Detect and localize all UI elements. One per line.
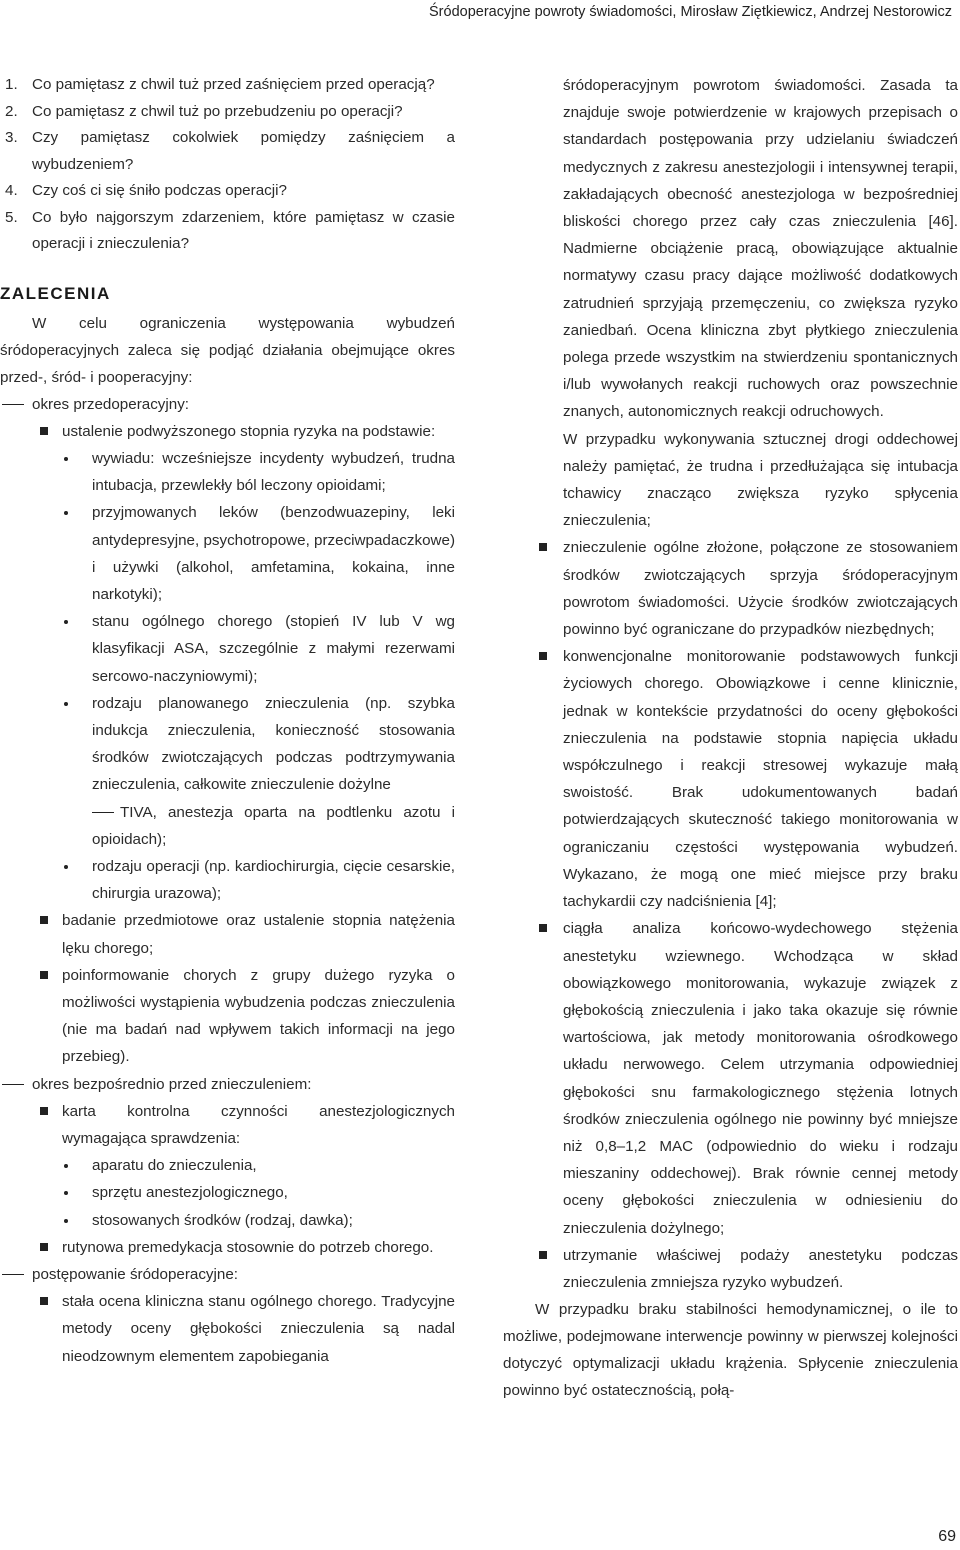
list-item-cont: TIVA, anestezja oparta na podtlenku azotu i opioidach);: [92, 803, 455, 848]
right-column: [503, 72, 958, 1404]
list-item: stała ocena kliniczna stanu ogólnego chorego. Tradycyjne metody oceny głębokości znieczulenia są nadal nieodzownym elementem zapobiegania: [0, 1288, 455, 1370]
closing-paragraph: W przypadku braku stabilności hemodynamicznej, o ile to możliwe, podejmowane interwencje powinny w pierwszej kolejności dotyczyć optymalizacji układu krążenia. Spłycenie znieczulenia powinno być ostatecznością, połą-: [503, 1301, 958, 1400]
section-heading: ZALECENIA: [0, 283, 111, 303]
list-item: ustalenie podwyższonego stopnia ryzyka na podstawie:: [0, 418, 455, 445]
list-item: 3. Czy pamiętasz cokolwiek pomiędzy zaśnięciem a wybudzeniem?: [5, 129, 455, 173]
list-item: znieczulenie ogólne złożone, połączone ze stosowaniem środków zwiotczających sprzyja śródoperacyjnym powrotom świadomości. Użycie środków zwiotczających powinno być ograniczane do przypadków niezbędnych;: [503, 534, 958, 643]
list-item: 4. Czy coś ci się śniło podczas operacji?: [5, 182, 287, 199]
list-item: utrzymanie właściwej podaży anestetyku podczas znieczulenia zmniejsza ryzyko wybudzeń.: [503, 1242, 958, 1296]
list-item: rodzaju operacji (np. kardiochirurgia, cięcie cesarskie, chirurgia urazowa);: [0, 853, 455, 907]
list-item: karta kontrolna czynności anestezjologicznych wymagająca sprawdzenia:: [0, 1098, 455, 1152]
list-item: 1. Co pamiętasz z chwil tuż przed zaśnięciem przed operacją?: [5, 76, 435, 93]
list-item: poinformowanie chorych z grupy dużego ryzyka o możliwości wystąpienia wybudzenia podczas znieczulenia (nie ma badań nad wpływem takich informacji na jego przebieg).: [0, 962, 455, 1071]
question-list: [0, 72, 455, 258]
list-item: stosowanych środków (rodzaj, dawka);: [0, 1207, 455, 1234]
period-pre: okres przedoperacyjny:: [0, 391, 455, 418]
intro-paragraph: W celu ograniczenia występowania wybudzeń śródoperacyjnych zaleca się podjąć działania obejmujące okres przed-, śród- i pooperacyjny:: [0, 314, 455, 386]
period-before: okres bezpośrednio przed znieczuleniem:: [0, 1071, 455, 1098]
list-item: stanu ogólnego chorego (stopień IV lub V wg klasyfikacji ASA, szczególnie z małymi rezerwami sercowo-naczyniowymi);: [0, 608, 455, 690]
list-item: wywiadu: wcześniejsze incydenty wybudzeń, trudna intubacja, przewlekły ból leczony opioidami;: [0, 445, 455, 499]
list-item: ciągła analiza końcowo-wydechowego stężenia anestetyku wziewnego. Wchodząca w skład obowiązkowego monitorowania, wykazuje związek z głębokością znieczulenia i jako taka okazuje się równie wartościowa, jak metody monitorowania ośrodkowego układu nerwowego. Celem utrzymania odpowiedniej głębokości snu farmakologicznego stężenia lotnych środków znieczulenia ogólnego nie powinny być mniejsze niż 0,8–1,2 MAC (odpowiednio do wieku i rodzaju mieszaniny oddechowej). Brak równie cennej metody oceny głębokości znieczulenia w odniesieniu do znieczulenia dożylnego;: [503, 915, 958, 1241]
page-number: 69: [938, 1528, 956, 1545]
list-item: 2. Co pamiętasz z chwil tuż po przebudzeniu po operacji?: [5, 102, 403, 120]
list-item: sprzętu anestezjologicznego,: [0, 1179, 455, 1206]
list-item: rodzaju planowanego znieczulenia (np. szybka indukcja znieczulenia, konieczność stosowania środków zwiotczających podczas podtrzymywania znieczulenia, całkowite znieczulenie dożylne: [0, 690, 455, 799]
left-column: [0, 72, 455, 1370]
continuation-text-2: W przypadku wykonywania sztucznej drogi oddechowej należy pamiętać, że trudna i przedłużająca się intubacja tchawicy znacząco zwiększa ryzyko spłycenia znieczulenia;: [563, 430, 958, 530]
list-item: 5. Co było najgorszym zdarzeniem, które pamiętasz w czasie operacji i znieczulenia?: [5, 208, 455, 252]
list-item: rutynowa premedykacja stosownie do potrzeb chorego.: [0, 1234, 455, 1261]
running-header: Śródoperacyjne powroty świadomości, Mirosław Ziętkiewicz, Andrzej Nestorowicz: [429, 4, 952, 20]
list-item: konwencjonalne monitorowanie podstawowych funkcji życiowych chorego. Obowiązkowe i cenne klinicznie, jednak w kontekście przydatności do oceny głębokości znieczulenia na podstawie stopnia napięcia układu współczulnego i reakcji stresowej wykazuje małą swoistość. Brak udokumentowanych badań potwierdzających skuteczność takiego monitorowania w ograniczaniu częstości występowania wybudzeń. Wykazano, że mogą one mieć miejsce przy braku tachykardii czy nadciśnienia [4];: [503, 643, 958, 915]
continuation-text: śródoperacyjnym powrotom świadomości. Zasada ta znajduje swoje potwierdzenie w krajowych przepisach o standardach postępowania przy udzielaniu świadczeń medycznych z zakresu anestezjologii i intensywnej terapii, zakładających obecność anestezjologa w bezpośredniej bliskości chorego przez cały czas znieczulenia [46]. Nadmierne obciążenie pracą, obowiązujące aktualnie normatywy czasu pracy dające możliwość dodatkowych zatrudnień sprzyjają przemęczeniu, co zwiększa ryzyko zaniedbań. Ocena kliniczna zbyt płytkiego znieczulenia polega przede wszystkim na stwierdzeniu spontanicznych i/lub wywołanych reakcji ruchowych oraz powszechnie znanych, autonomicznych reakcji odruchowych.: [563, 77, 958, 421]
list-item: przyjmowanych leków (benzodwuazepiny, leki antydepresyjne, psychotropowe, przeciwpadaczkowe) i używki (alkohol, amfetamina, kokaina, inne narkotyki);: [0, 499, 455, 608]
list-item: aparatu do znieczulenia,: [0, 1152, 455, 1179]
period-intra: postępowanie śródoperacyjne:: [0, 1261, 455, 1288]
list-item: badanie przedmiotowe oraz ustalenie stopnia natężenia lęku chorego;: [0, 907, 455, 961]
